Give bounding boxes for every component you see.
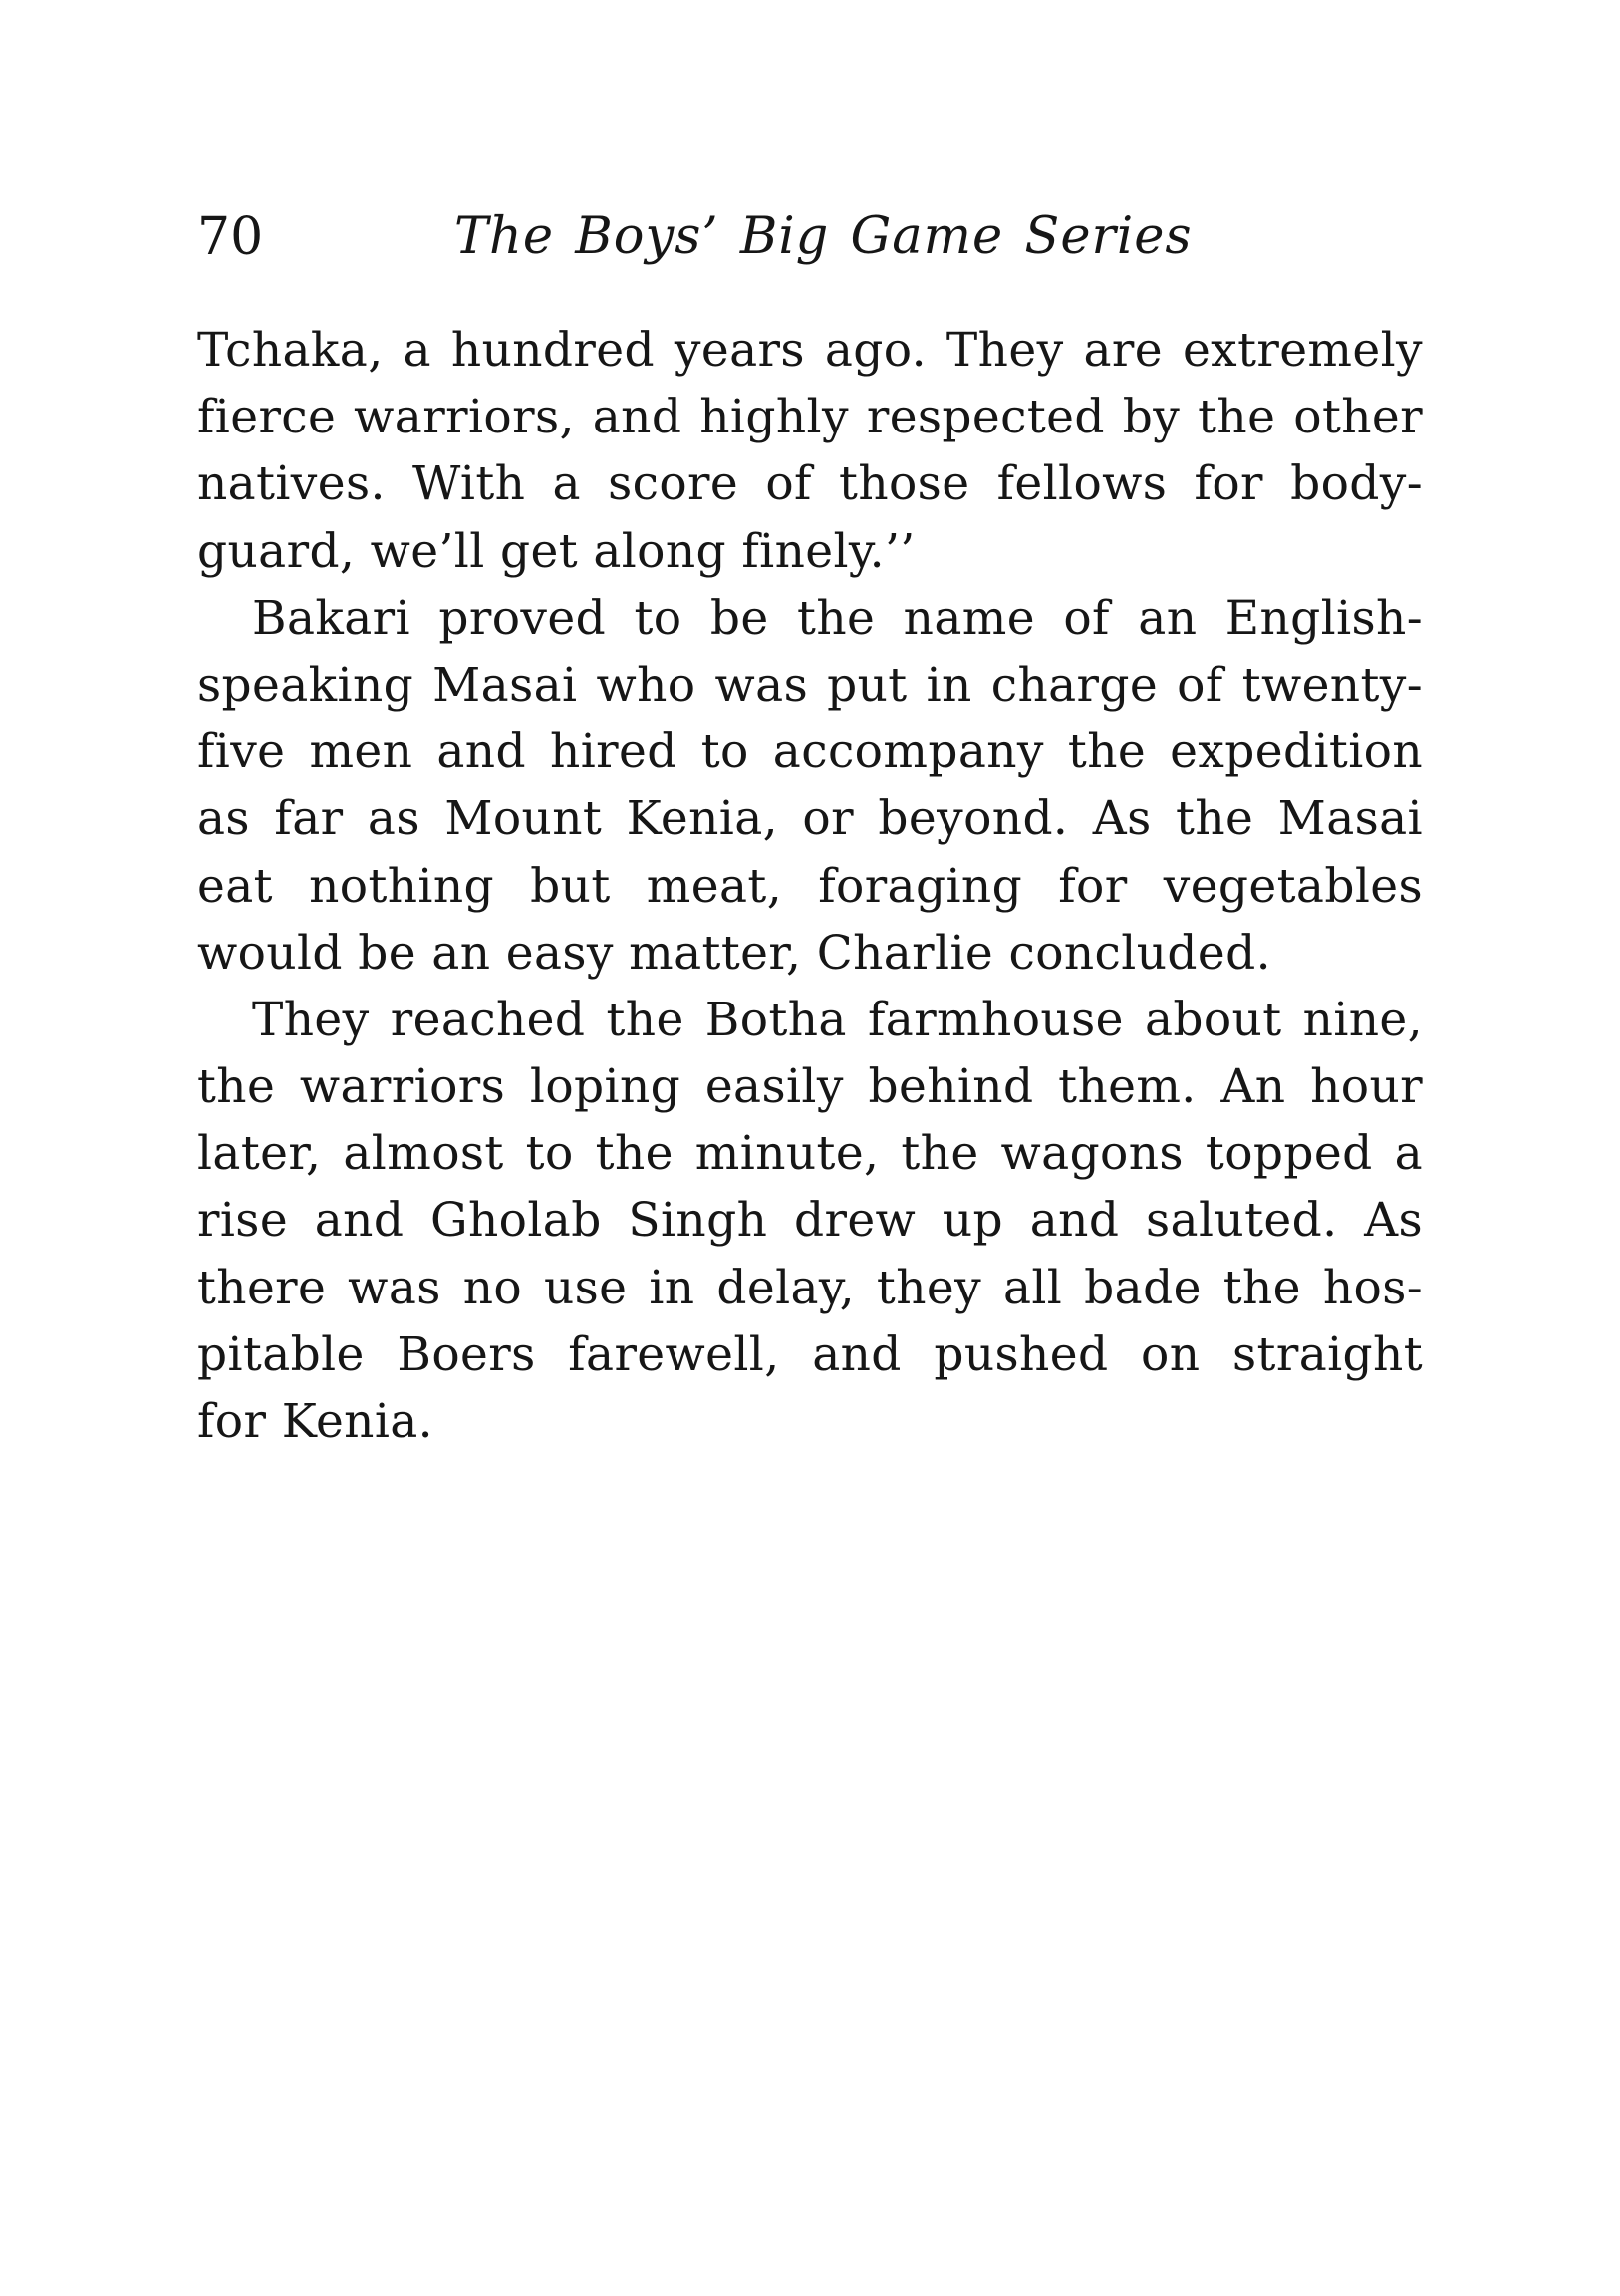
text-line: the warriors loping easily behind them. An hour [197,1059,1423,1115]
text-line: five men and hired to accompany the expedition [197,724,1423,780]
text-line: as far as Mount Kenia, or beyond. As the Masai [197,791,1423,847]
text-line: Bakari proved to be the name of an English- [252,590,1423,646]
paragraph-2 [197,585,1423,987]
text-line: fierce warriors, and highly respected by the other [197,390,1423,445]
text-line: natives. With a score of those fellows for body- [197,456,1423,512]
paragraph-3 [197,987,1423,1455]
text-line: eat nothing but meat, foraging for vegetables [197,858,1423,914]
text-line: rise and Gholab Singh drew up and saluted. As [197,1193,1423,1249]
text-line: later, almost to the minute, the wagons topped a [197,1126,1423,1182]
text-line: They reached the Botha farmhouse about nine, [252,992,1423,1047]
text-line: pitable Boers farewell, and pushed on straight [197,1326,1423,1382]
text-line: speaking Masai who was put in charge of twenty- [197,657,1423,713]
text-line: for Kenia. [197,1394,434,1449]
text-line: guard, we’ll get along finely.’’ [197,523,916,579]
series-title: The Boys’ Big Game Series [454,207,1193,266]
text-line: there was no use in delay, they all bade the hos- [197,1260,1423,1315]
text-line: Tchaka, a hundred years ago. They are extremely [197,323,1423,378]
paragraph-1 [197,317,1423,585]
page-number: 70 [197,207,264,267]
body-text [197,317,1423,1455]
running-head [197,199,1423,275]
text-line: would be an easy matter, Charlie concluded. [197,925,1271,981]
